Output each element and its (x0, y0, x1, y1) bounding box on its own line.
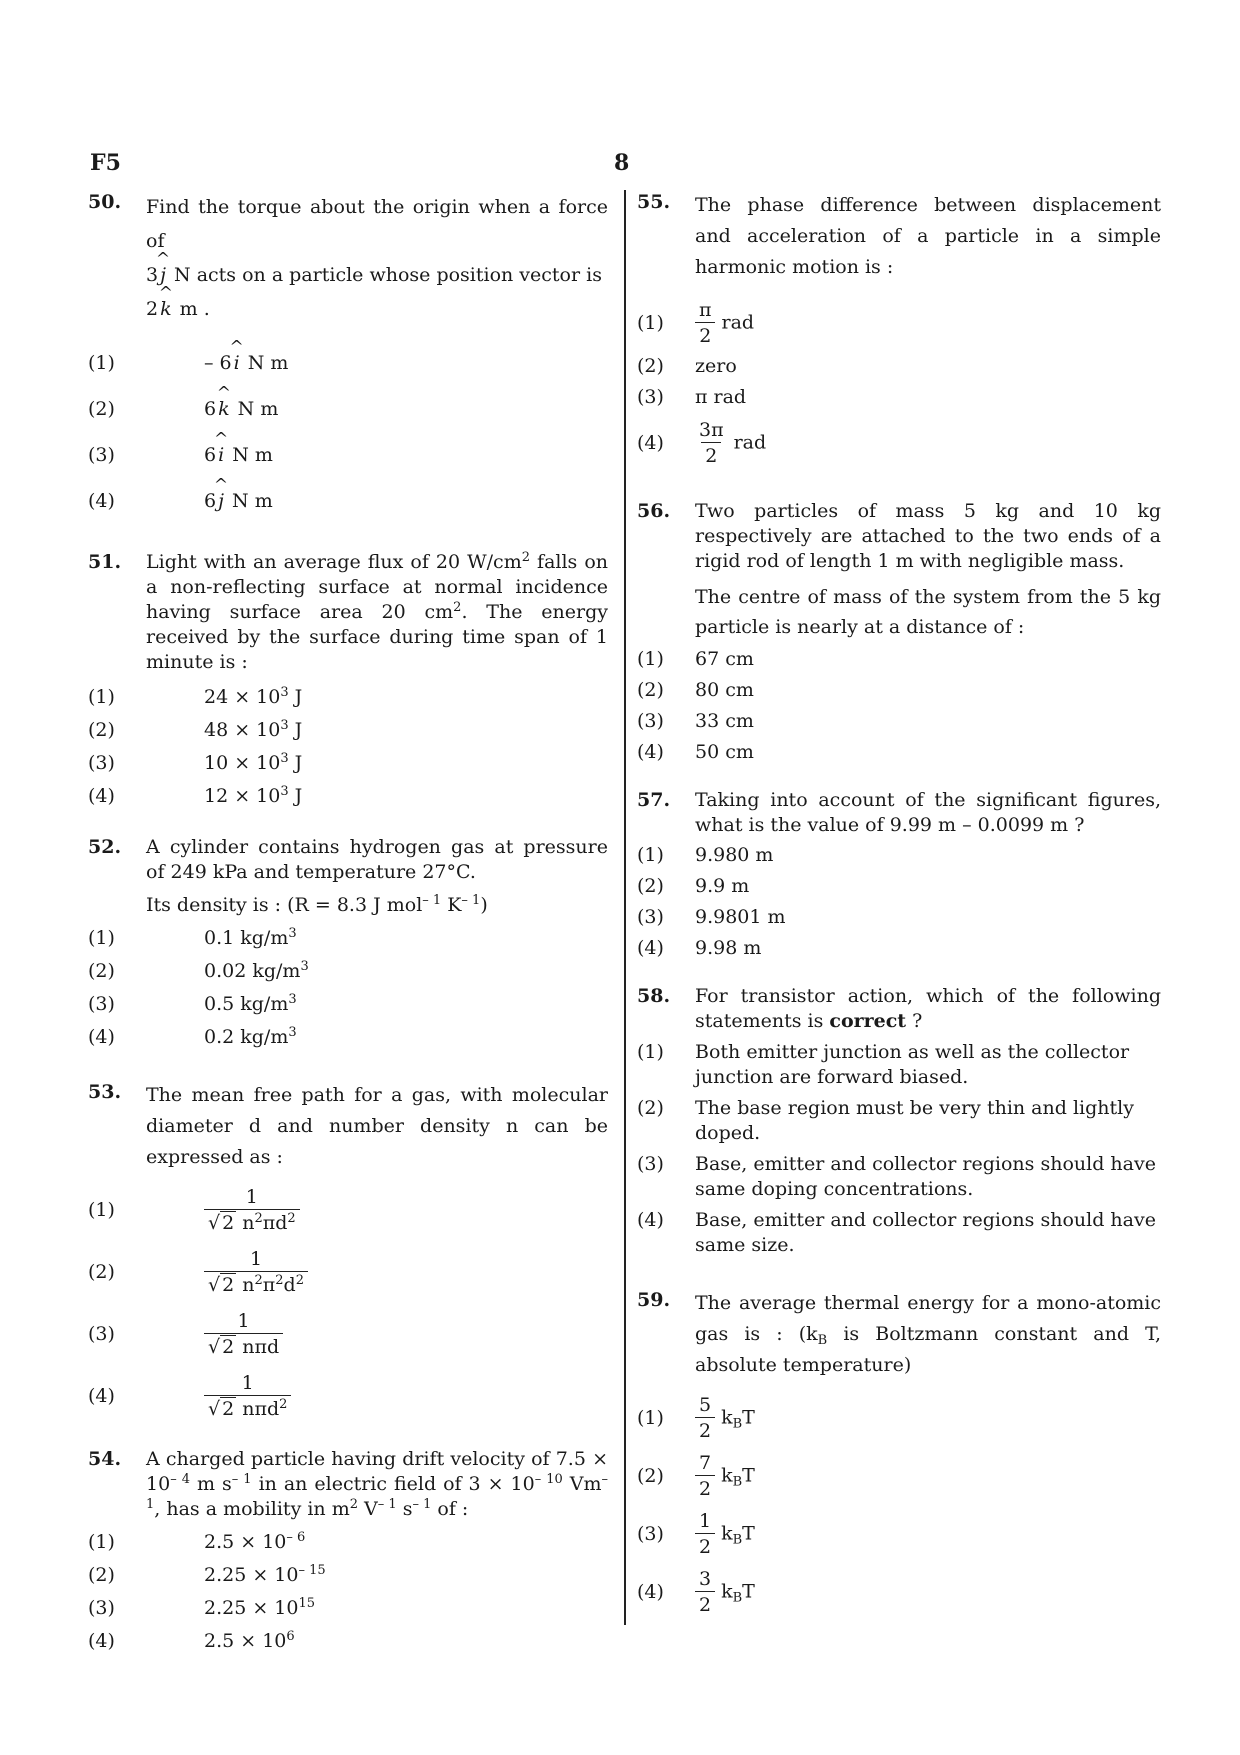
option-53-2[interactable]: (2) $\frac{1}{√ 2 n^2\pi^2d^2}$ (88, 1241, 608, 1303)
option-52-4[interactable]: (4) 0.2 $kg/m^3$ (88, 1025, 297, 1048)
option-55-2[interactable]: (2) zero (637, 355, 737, 377)
question-number: 50. (88, 191, 122, 213)
option-58-1[interactable]: (1) Both emitter junction as well as the collector junction are forward biased. (637, 1041, 1130, 1088)
option-53-3[interactable]: (3) $\frac{1}{\text{√ 2 nπd}}$ (88, 1303, 608, 1365)
question-50 (88, 190, 608, 326)
options-54 (88, 1526, 608, 1658)
option-51-4[interactable]: (4) $12 \times 10^3$ J (88, 784, 303, 807)
option-55-1[interactable]: (1) $\frac{\pi}{2}$ rad (637, 298, 755, 347)
option-52-2[interactable]: (2) 0.02 $kg/m^3$ (88, 959, 309, 982)
options-51 (88, 681, 608, 813)
question-51: 51. Light with an average flux of 20 $W/cm^2$ falls on a non-reflecting surface at normal incidence having surface area 20 $cm^2$. The energy received by the surface during time span of 1 minute is : (88, 550, 609, 673)
option-56-3[interactable]: (3) 33 cm (637, 710, 754, 732)
option-57-1[interactable]: (1) 9.980 m (637, 844, 774, 866)
options-59 (637, 1389, 1161, 1621)
options-56 (637, 644, 1161, 768)
question-57: 57. Taking into account of the significant figures, what is the value of 9.99 m – 0.0099 m ? (637, 789, 1161, 836)
question-56: 56. Two particles of mass 5 kg and 10 kg respectively are attached to the two ends of a rigid rod of length 1 m with negligible mass. The centre of mass of the system from the 5 kg particle is nearly at a distance of : (637, 500, 1161, 638)
option-57-3[interactable]: (3) 9.9801 m (637, 906, 786, 928)
option-55-3[interactable]: (3) π rad (637, 386, 747, 408)
left-column (88, 190, 608, 1658)
paper-code: F5 (90, 150, 121, 176)
option-56-1[interactable]: (1) 67 cm (637, 648, 754, 670)
option-52-3[interactable]: (3) 0.5 $kg/m^3$ (88, 992, 297, 1015)
question-text: Find the torque about the origin when a force of 3^ j N acts on a particle whose position vector is 2^ k m . (146, 190, 608, 326)
right-column (637, 190, 1161, 1621)
option-53-1[interactable]: (1) $\frac{1}{√ 2 n^2\pi d^2}$ (88, 1179, 608, 1241)
option-56-4[interactable]: (4) 50 cm (637, 741, 754, 763)
options-57 (637, 840, 1161, 964)
option-51-2[interactable]: (2) $48 \times 10^3$ J (88, 718, 303, 741)
option-50-1[interactable]: (1) – 6^ i N m (88, 340, 608, 386)
option-55-4[interactable]: (4) $\frac{3\pi}{2}$ rad (637, 418, 767, 467)
option-59-1[interactable]: (1) $\frac{5}{2}$ $k_BT$ (637, 1393, 755, 1442)
options-52 (88, 922, 608, 1054)
option-59-2[interactable]: (2) $\frac{7}{2}$ $k_BT$ (637, 1451, 755, 1500)
option-51-1[interactable]: (1) $24 \times 10^3$ J (88, 685, 303, 708)
options-53 (88, 1179, 608, 1427)
option-53-4[interactable]: (4) $\frac{1}{√ 2 n\pi d^2}$ (88, 1365, 608, 1427)
option-50-4[interactable]: (4) 6^ j N m (88, 478, 608, 524)
question-59: 59. The average thermal energy for a mono-atomic gas is : ($k_B$ is Boltzmann constant and T, absolute temperature) (637, 1289, 1162, 1376)
option-54-4[interactable]: (4) $2.5 \times 10^6$ (88, 1629, 295, 1652)
option-50-2[interactable]: (2) 6^ k N m (88, 386, 608, 432)
option-57-2[interactable]: (2) 9.9 m (637, 875, 750, 897)
question-52: 52. A cylinder contains hydrogen gas at pressure of 249 kPa and temperature 27°C. Its density is : (R = 8.3 J mol$^{- 1}$ $K^{- 1}$) (88, 836, 608, 916)
column-divider (624, 190, 626, 1625)
option-58-2[interactable]: (2) The base region must be very thin and lightly doped. (637, 1097, 1134, 1144)
options-55 (637, 295, 1161, 473)
page-number: 8 (614, 150, 630, 176)
question-54: 54. A charged particle having drift velocity of $7.5 \times 10^{- 4}$ m $s^{- 1}$ in an electric field of $3 \times 10^{- 10}$ $Vm^{- 1}$, has a mobility in $m^2$ $V^{- 1}$ $s^{- 1}$ of : (88, 1448, 609, 1520)
option-52-1[interactable]: (1) 0.1 $kg/m^3$ (88, 926, 297, 949)
options-50 (88, 340, 608, 524)
question-58: 58. For transistor action, which of the following statements is correct ? (637, 985, 1161, 1032)
option-54-3[interactable]: (3) $2.25 \times 10^{15}$ (88, 1596, 316, 1619)
option-54-2[interactable]: (2) $2.25 \times 10^{- 15}$ (88, 1563, 326, 1586)
option-56-2[interactable]: (2) 80 cm (637, 679, 754, 701)
option-51-3[interactable]: (3) $10 \times 10^3$ J (88, 751, 303, 774)
option-57-4[interactable]: (4) 9.98 m (637, 937, 762, 959)
option-58-4[interactable]: (4) Base, emitter and collector regions should have same size. (637, 1209, 1156, 1256)
question-53: 53. The mean free path for a gas, with molecular diameter d and number density n can be expressed as : (88, 1081, 608, 1168)
option-50-3[interactable]: (3) 6^ i N m (88, 432, 608, 478)
option-59-4[interactable]: (4) $\frac{3}{2}$ $k_BT$ (637, 1567, 755, 1616)
option-58-3[interactable]: (3) Base, emitter and collector regions should have same doping concentrations. (637, 1153, 1156, 1200)
options-58 (637, 1040, 1161, 1258)
question-55: 55. The phase difference between displacement and acceleration of a particle in a simple harmonic motion is : (637, 191, 1161, 278)
option-59-3[interactable]: (3) $\frac{1}{2}$ $k_BT$ (637, 1509, 755, 1558)
option-54-1[interactable]: (1) $2.5 \times 10^{- 6}$ (88, 1530, 306, 1553)
